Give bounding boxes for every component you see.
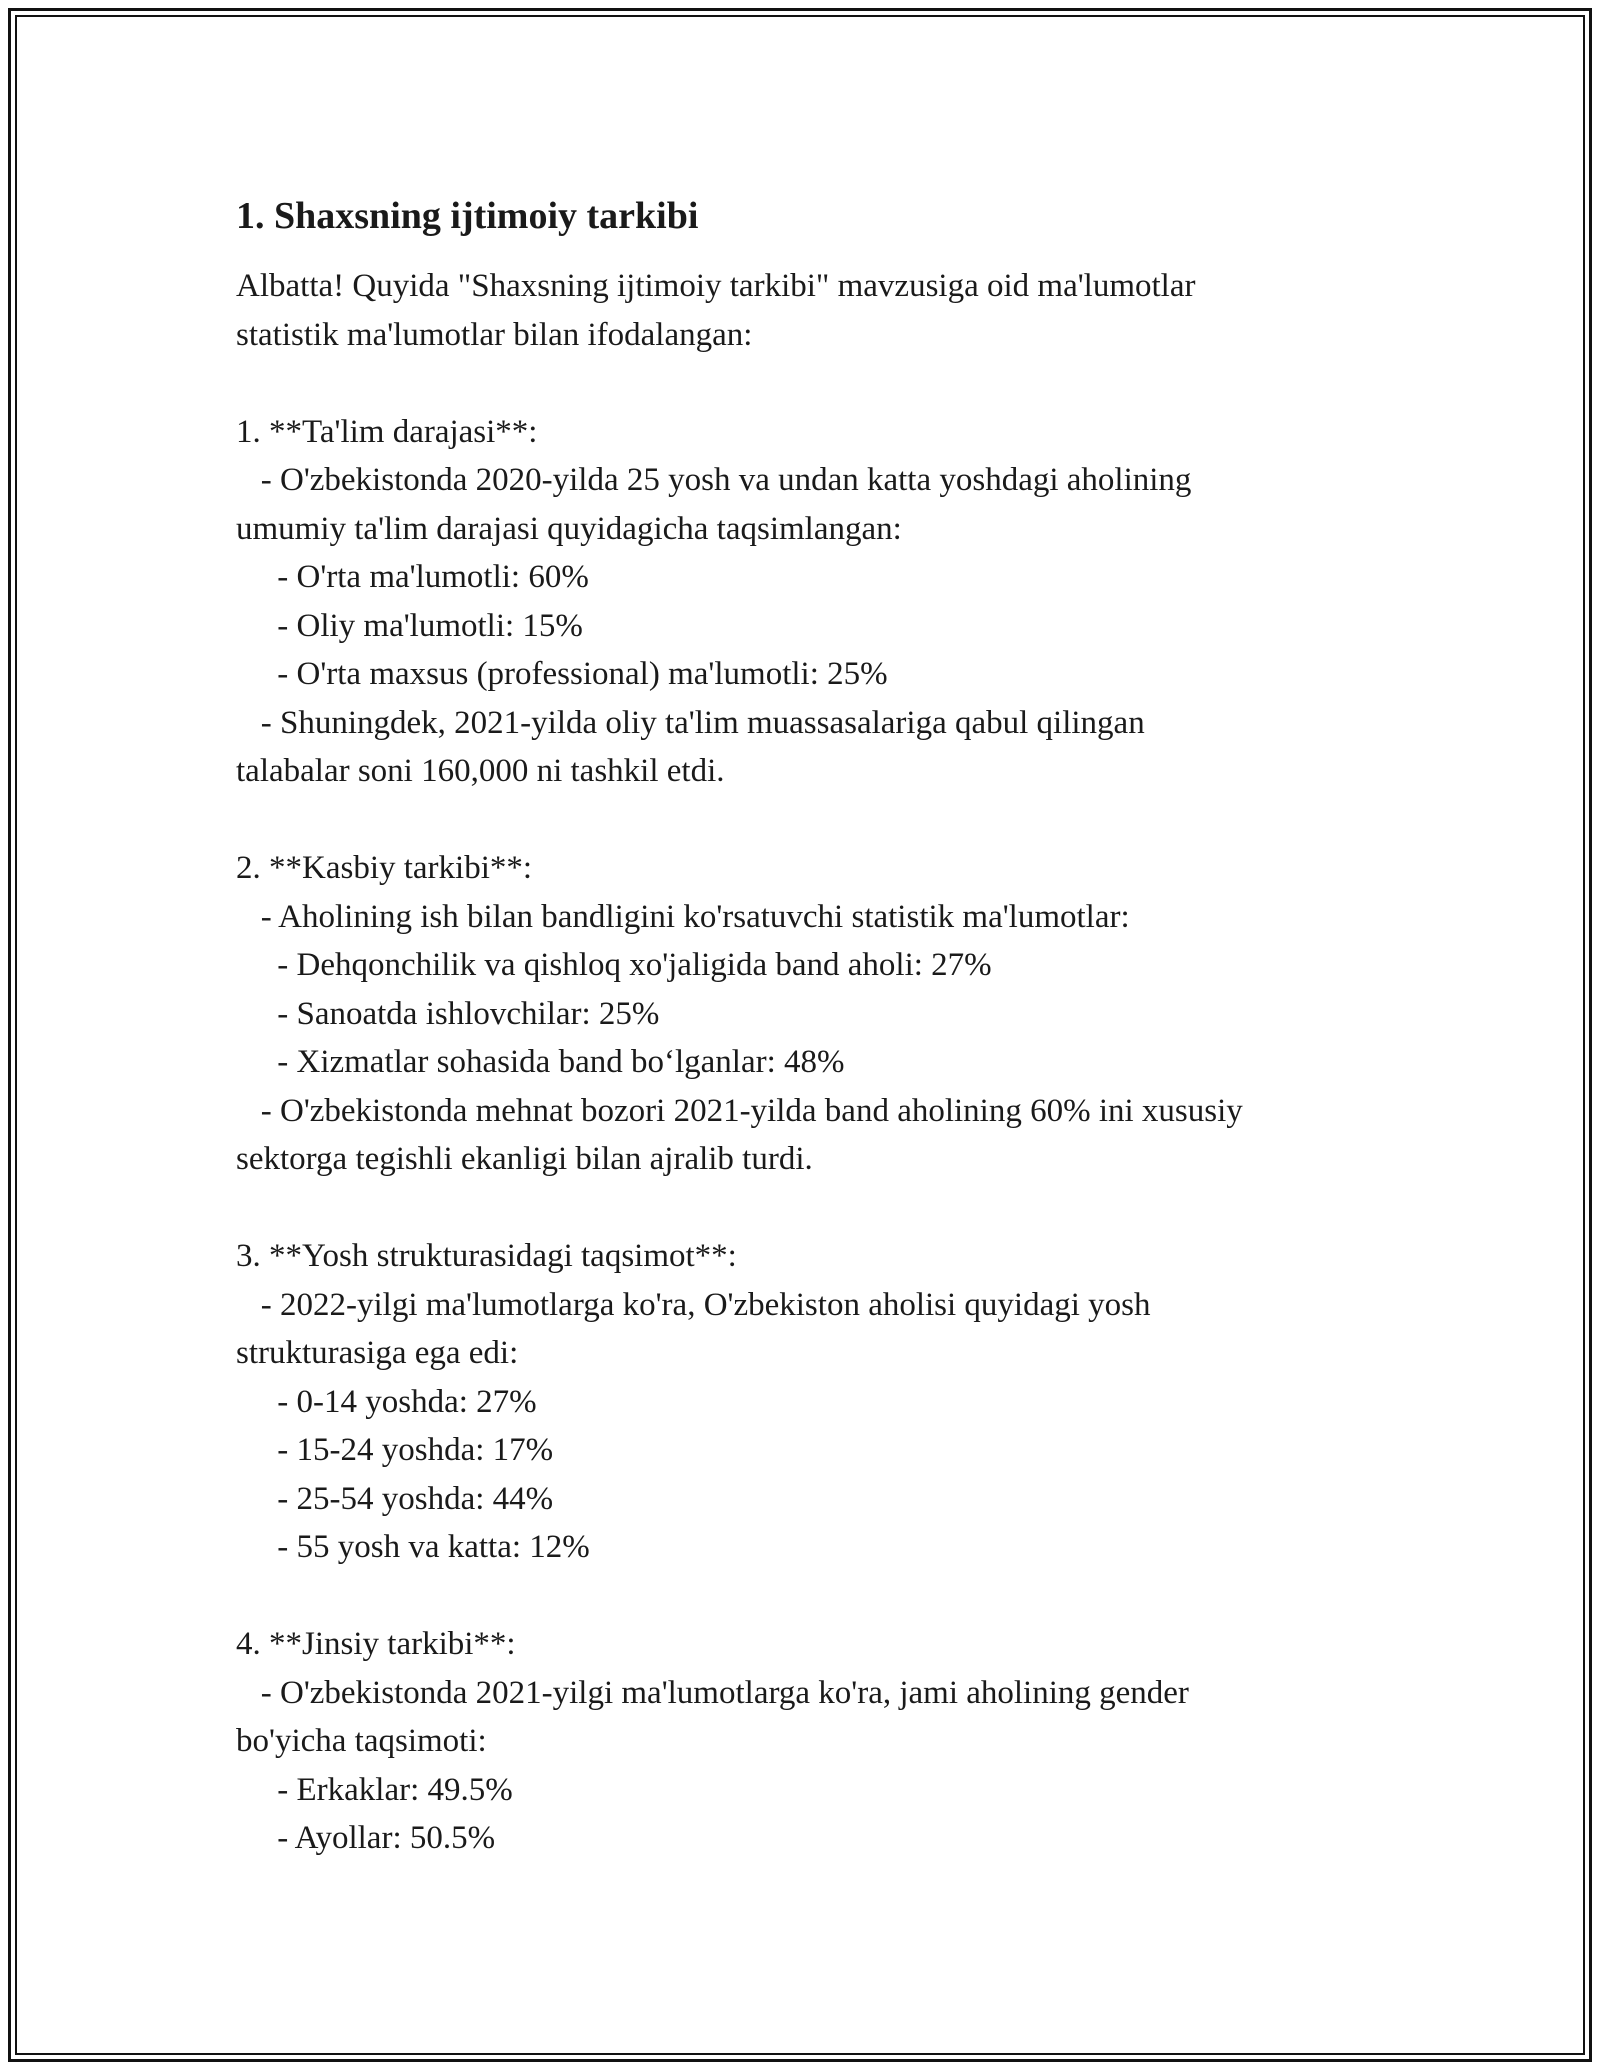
text-line: strukturasiga ega edi: — [236, 1335, 519, 1371]
text-line: Albatta! Quyida "Shaxsning ijtimoiy tarkibi" mavzusiga oid ma'lumotlar — [236, 268, 1196, 304]
text-line: 2. **Kasbiy tarkibi**: — [236, 850, 533, 886]
text-line: - 15-24 yoshda: 17% — [236, 1432, 554, 1468]
blank-line — [236, 796, 1416, 845]
text-line: - O'rta maxsus (professional) ma'lumotli: 25% — [236, 656, 888, 692]
text-line: - Aholining ish bilan bandligini ko'rsatuvchi statistik ma'lumotlar: — [236, 898, 1130, 935]
text-line: bo'yicha taqsimoti: — [236, 1723, 487, 1759]
document-title: 1. Shaxsning ijtimoiy tarkibi — [236, 195, 699, 237]
text-line: - 0-14 yoshda: 27% — [236, 1383, 537, 1420]
text-line: - 25-54 yoshda: 44% — [236, 1480, 554, 1517]
text-line: - 2022-yilgi ma'lumotlarga ko'ra, O'zbekiston aholisi quyidagi yosh — [236, 1286, 1151, 1323]
text-line: - Sanoatda ishlovchilar: 25% — [236, 995, 660, 1032]
blank-line — [236, 1184, 1416, 1233]
blank-line — [236, 359, 1416, 408]
text-line: statistik ma'lumotlar bilan ifodalangan: — [236, 316, 753, 353]
text-line: - Xizmatlar sohasida band bo‘lganlar: 48% — [236, 1044, 845, 1080]
text-line: - 55 yosh va katta: 12% — [236, 1529, 590, 1565]
text-line: - O'rta ma'lumotli: 60% — [236, 559, 589, 595]
text-line: 3. **Yosh strukturasidagi taqsimot**: — [236, 1238, 737, 1274]
blank-line — [236, 1572, 1416, 1621]
text-line: 4. **Jinsiy tarkibi**: — [236, 1626, 516, 1662]
text-line: - Dehqonchilik va qishloq xo'jaligida band aholi: 27% — [236, 947, 992, 983]
text-line: - O'zbekistonda 2021-yilgi ma'lumotlarga ko'ra, jami aholining gender — [236, 1674, 1189, 1711]
text-line: sektorga tegishli ekanligi bilan ajralib turdi. — [236, 1141, 813, 1177]
text-line: - Oliy ma'lumotli: 15% — [236, 607, 583, 644]
text-line: - Shuningdek, 2021-yilda oliy ta'lim muassasalariga qabul qilingan — [236, 704, 1145, 741]
text-line: 1. **Ta'lim darajasi**: — [236, 413, 538, 450]
document-text — [236, 262, 1416, 1863]
text-line: - O'zbekistonda 2020-yilda 25 yosh va undan katta yoshdagi aholining — [236, 462, 1192, 498]
text-line: - O'zbekistonda mehnat bozori 2021-yilda band aholining 60% ini xususiy — [236, 1092, 1243, 1129]
document-body — [236, 188, 1416, 1863]
text-line: - Ayollar: 50.5% — [236, 1820, 496, 1856]
text-line: talabalar soni 160,000 ni tashkil etdi. — [236, 753, 725, 789]
text-line: umumiy ta'lim darajasi quyidagicha taqsimlangan: — [236, 510, 902, 547]
text-line: - Erkaklar: 49.5% — [236, 1771, 513, 1808]
